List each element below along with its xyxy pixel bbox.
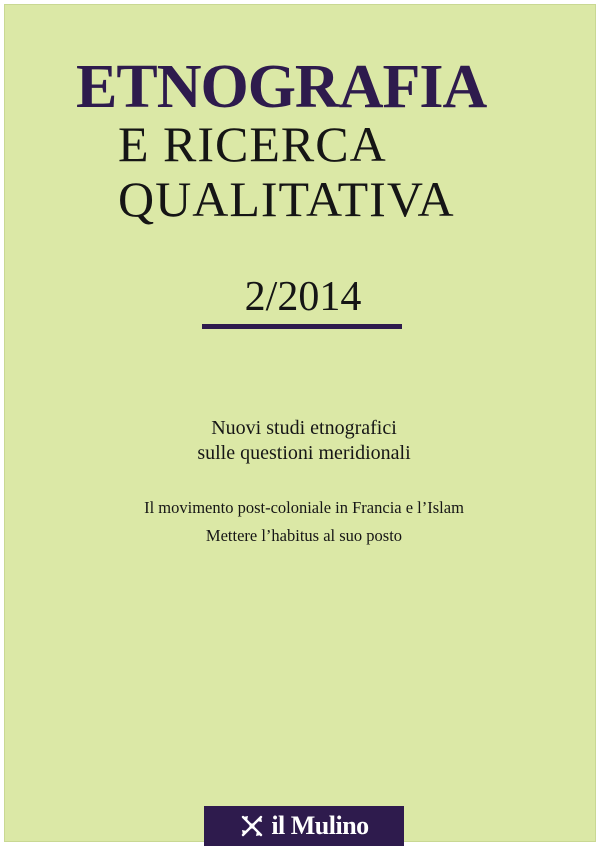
issue-headline-line-1: Nuovi studi etnografici [211, 417, 397, 439]
article-title: Mettere l’habitus al suo posto [205, 526, 403, 545]
publisher-logo [204, 806, 404, 846]
article-title: Il movimento post-coloniale in Francia e l’Islam [144, 498, 464, 517]
journal-cover [4, 4, 596, 842]
issue-headline-line-2: sulle questioni meridionali [197, 442, 411, 464]
publisher-name: il Mulino [271, 811, 369, 840]
mill-icon [239, 813, 265, 839]
journal-subtitle-line-1: E RICERCA [118, 116, 387, 172]
issue-underline [202, 324, 402, 329]
issue-number: 2/2014 [244, 274, 362, 320]
journal-title: ETNOGRAFIA [76, 53, 487, 121]
journal-subtitle-line-2: QUALITATIVA [118, 171, 455, 227]
